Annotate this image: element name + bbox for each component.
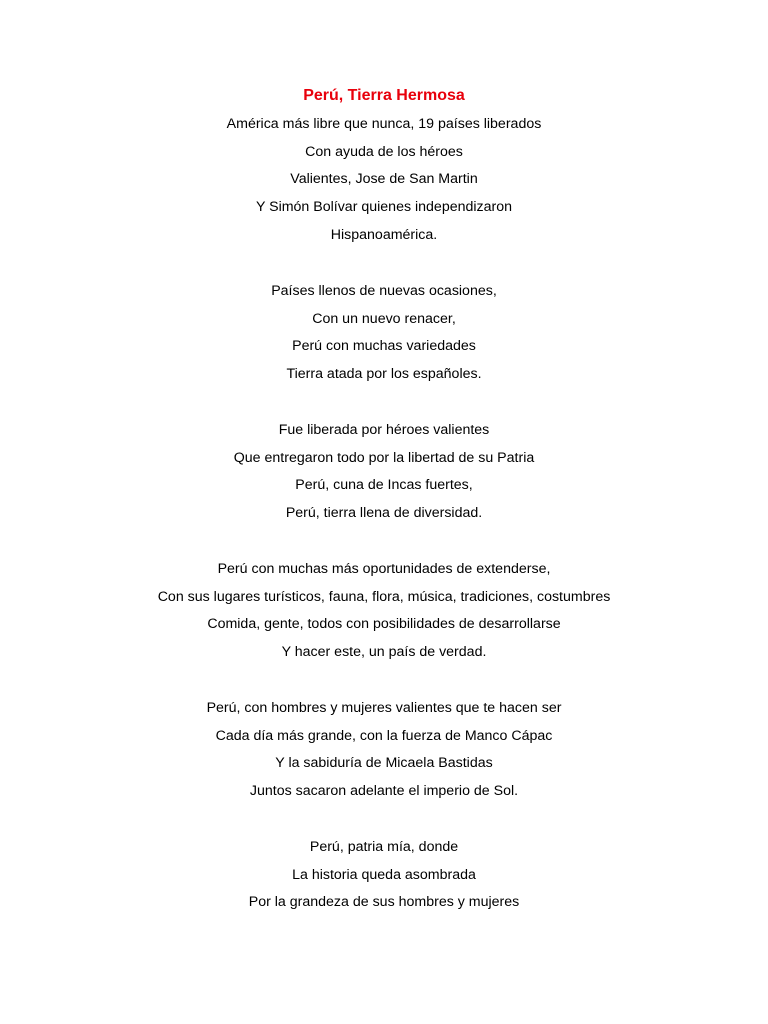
poem-line: Y la sabiduría de Micaela Bastidas <box>275 755 493 772</box>
poem-line: Por la grandeza de sus hombres y mujeres <box>248 894 520 911</box>
poem-line: Que entregaron todo por la libertad de su Patria <box>233 449 535 466</box>
poem-line: Comida, gente, todos con posibilidades de desarrollarse <box>207 616 561 633</box>
stanza-1 <box>0 111 768 249</box>
poem-line: Perú, cuna de Incas fuertes, <box>295 477 473 494</box>
poem-line: Con un nuevo renacer, <box>312 310 456 327</box>
poem-line: Perú con muchas más oportunidades de extenderse, <box>217 561 551 577</box>
poem-line: Cada día más grande, con la fuerza de Manco Cápac <box>215 727 553 744</box>
poem-line: Y Simón Bolívar quienes independizaron <box>255 199 513 216</box>
stanza-4 <box>0 556 768 667</box>
poem-line: América más libre que nunca, 19 países liberados <box>226 116 542 132</box>
poem-line: Juntos sacaron adelante el imperio de Sol. <box>249 783 519 800</box>
stanza-5 <box>0 695 768 806</box>
poem-line: Fue liberada por héroes valientes <box>278 422 490 438</box>
stanza-6 <box>0 834 768 917</box>
poem-line: Y hacer este, un país de verdad. <box>281 644 487 661</box>
poem-title: Perú, Tierra Hermosa <box>303 87 465 104</box>
poem-line: Países llenos de nuevas ocasiones, <box>271 283 497 299</box>
poem-line: Perú, tierra llena de diversidad. <box>285 505 483 522</box>
poem-line: Perú, con hombres y mujeres valientes que te hacen ser <box>206 700 562 716</box>
poem-line: Valientes, Jose de San Martin <box>290 171 478 188</box>
poem-line: Con ayuda de los héroes <box>305 143 463 160</box>
poem-line: Tierra atada por los españoles. <box>286 366 482 383</box>
stanza-3 <box>0 417 768 528</box>
poem-line: Hispanoamérica. <box>330 226 438 243</box>
poem-line: La historia queda asombrada <box>292 866 476 883</box>
poem-line: Perú con muchas variedades <box>292 338 476 355</box>
poem-line: Con sus lugares turísticos, fauna, flora, música, tradiciones, costumbres <box>157 588 611 605</box>
poem-line: Perú, patria mía, donde <box>309 839 459 855</box>
stanza-2 <box>0 278 768 389</box>
